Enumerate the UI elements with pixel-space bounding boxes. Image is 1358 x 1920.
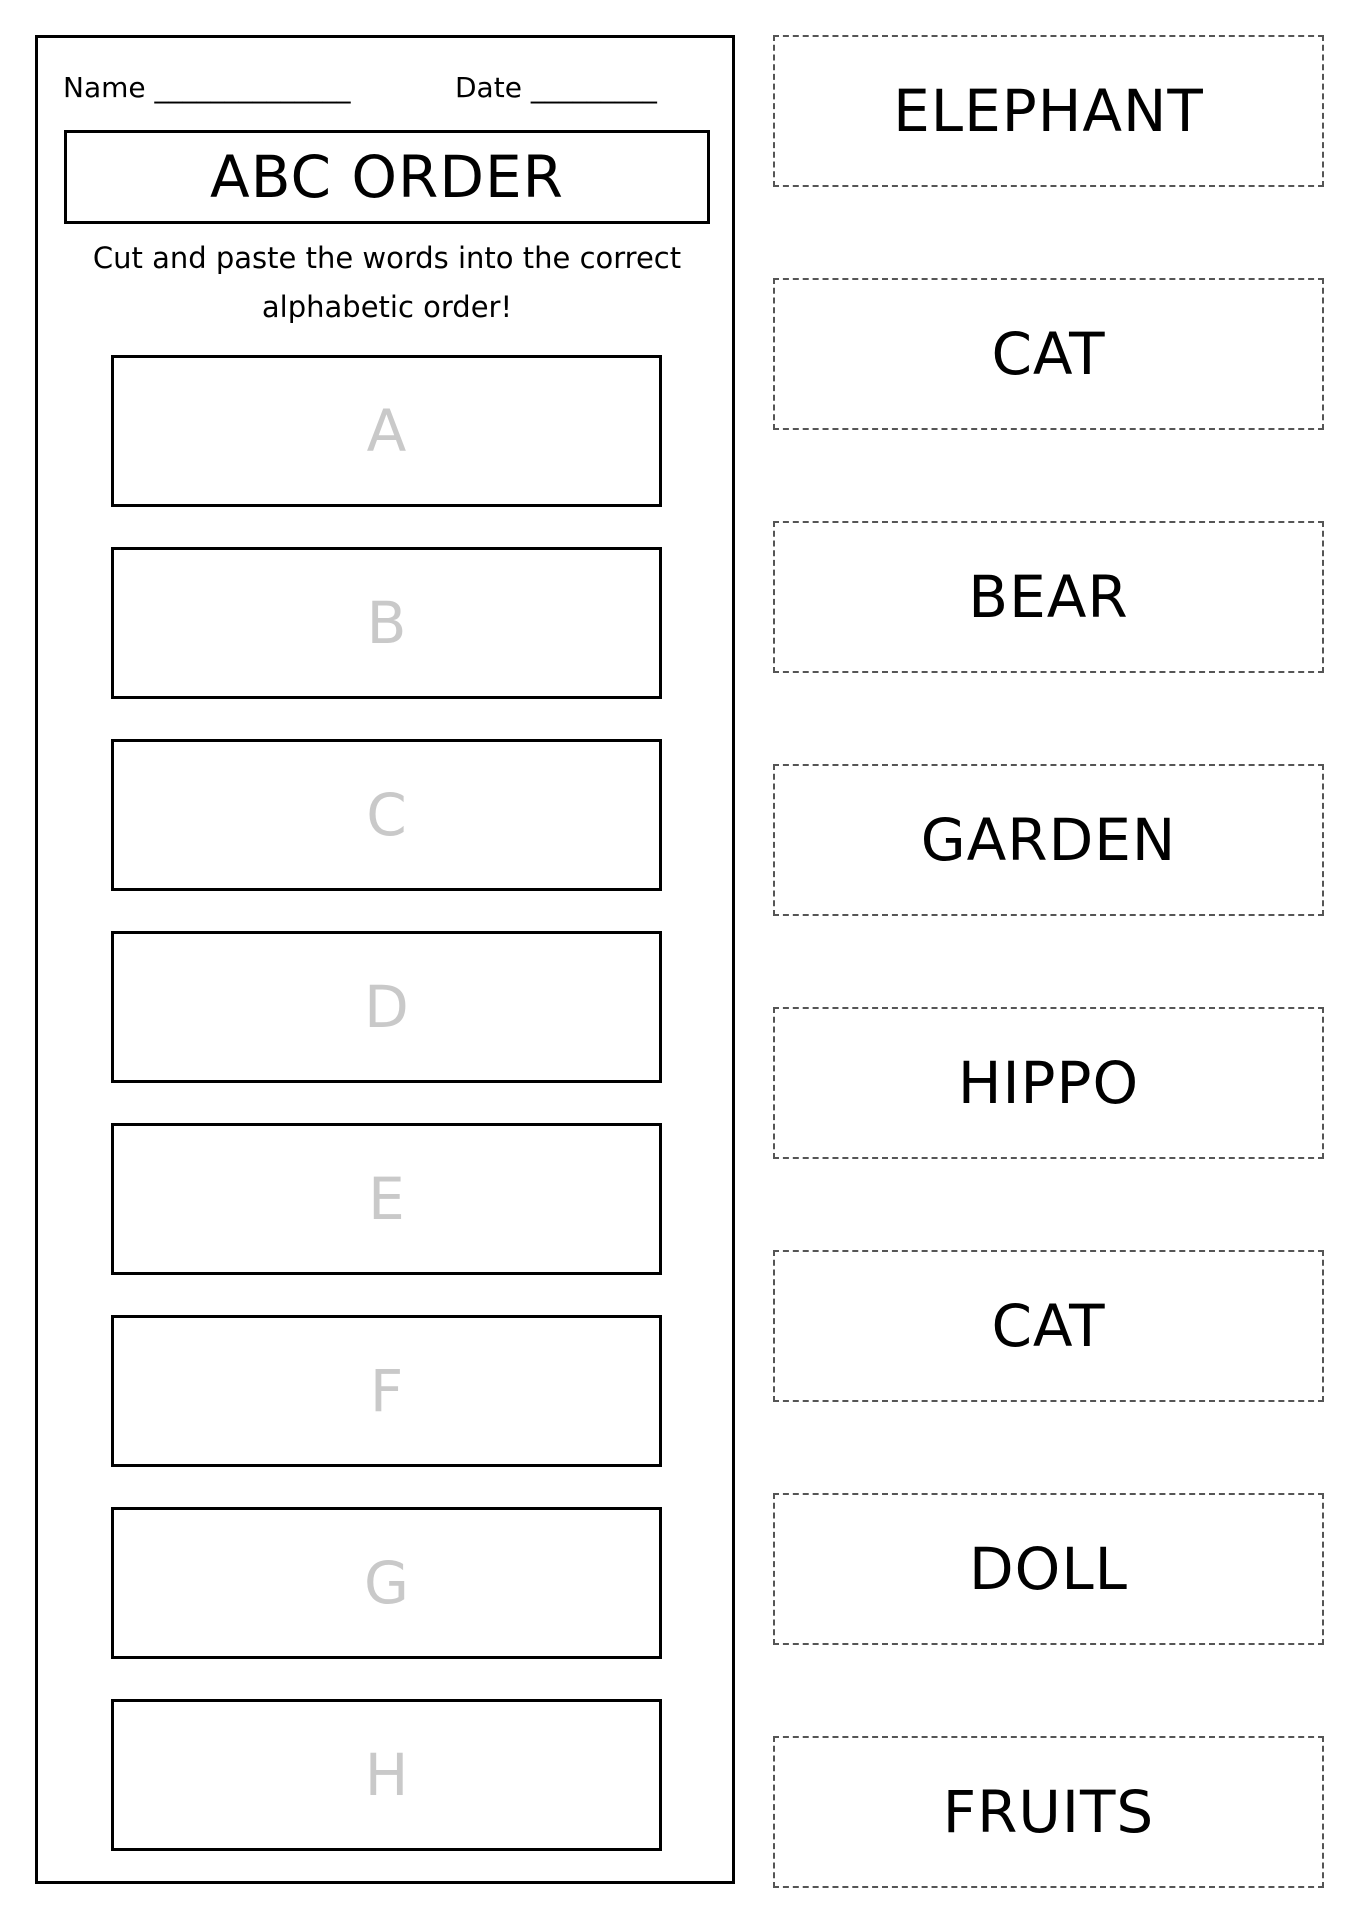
word-card-doll: DOLL: [773, 1493, 1324, 1645]
worksheet-panel: [35, 35, 735, 1884]
answer-slot-g: G: [111, 1507, 662, 1659]
name-date-line: [63, 68, 711, 108]
word-card-hippo: HIPPO: [773, 1007, 1324, 1159]
word-card-elephant: ELEPHANT: [773, 35, 1324, 187]
word-card-bear: BEAR: [773, 521, 1324, 673]
answer-slot-f: F: [111, 1315, 662, 1467]
instructions-line-1: Cut and paste the words into the correct: [92, 241, 682, 275]
word-card-garden: GARDEN: [773, 764, 1324, 916]
answer-slot-a: A: [111, 355, 662, 507]
instructions-line-2: alphabetic order!: [261, 290, 513, 324]
date-field-label: Date _________: [455, 71, 657, 104]
word-card-cat-2: CAT: [773, 1250, 1324, 1402]
answer-slot-d: D: [111, 931, 662, 1083]
answer-slot-b: B: [111, 547, 662, 699]
word-card-cat: CAT: [773, 278, 1324, 430]
answer-slot-e: E: [111, 1123, 662, 1275]
answer-slot-h: H: [111, 1699, 662, 1851]
answer-slot-c: C: [111, 739, 662, 891]
word-card-fruits: FRUITS: [773, 1736, 1324, 1888]
name-field-label: Name ______________: [63, 71, 351, 104]
worksheet-title: ABC ORDER: [64, 130, 710, 224]
instructions: [64, 234, 710, 332]
